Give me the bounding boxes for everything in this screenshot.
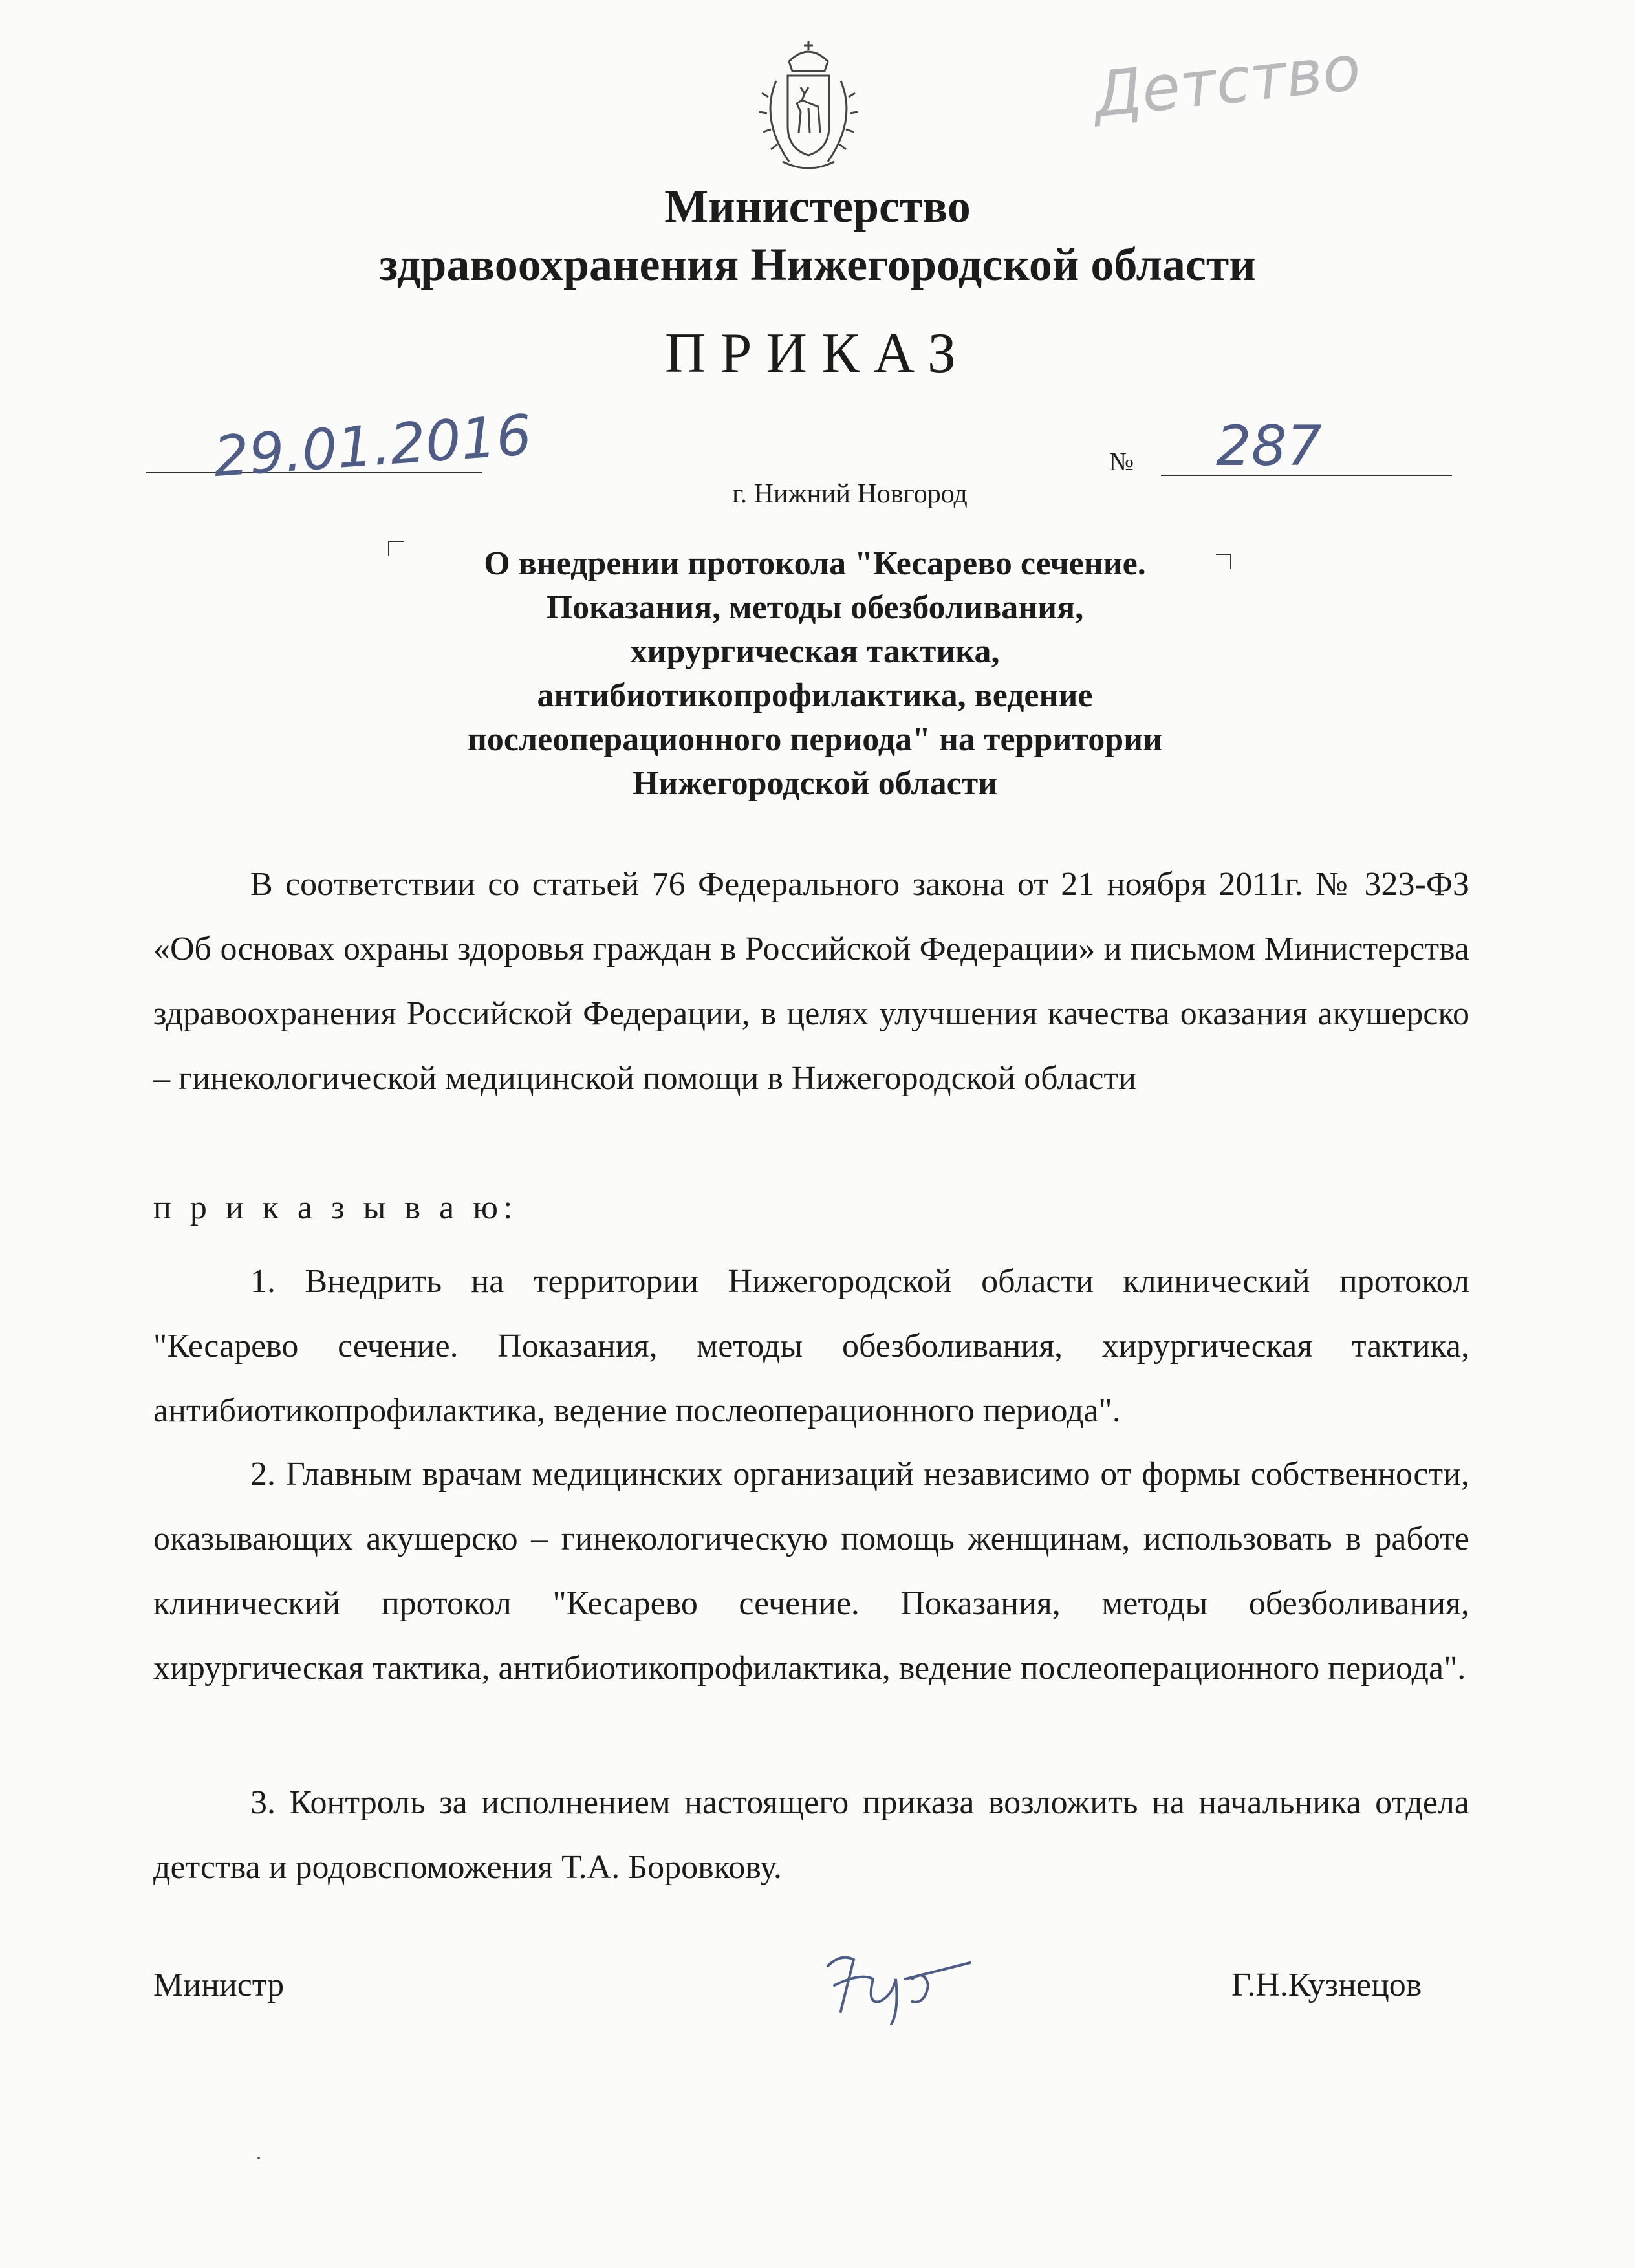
ministry-name-line2: здравоохранения Нижегородской области [379,239,1256,290]
city: г. Нижний Новгород [732,479,968,509]
handwritten-number: 287 [1216,414,1323,479]
handwritten-corner-note: Детство [1090,31,1364,132]
subject-line: антибиотикопрофилактика, ведение [537,677,1093,714]
coat-of-arms-icon [737,36,880,178]
subject-line: О внедрении протокола "Кесарево сечение. [484,545,1146,582]
order-title: ПРИКАЗ [664,322,971,385]
signatory-title: Министр [153,1967,285,2003]
order-item-1: 1. Внедрить на территории Нижегородской области клинический протокол "Кесарево сечение. Показания, методы обезболивания, хирургическая тактика, антибиотикопрофилактика, ведение послеоперационного периода". [153,1263,1469,1429]
signature-icon [815,1940,983,2031]
order-subject [362,542,1268,806]
number-sign: № [1109,447,1134,476]
order-directive: п р и к а з ы в а ю: [153,1189,518,1226]
handwritten-date: 29.01.2016 [211,402,534,490]
subject-line: Нижегородской области [632,765,998,802]
ministry-name-line1: Министерство [664,180,971,232]
signatory-name: Г.Н.Кузнецов [1231,1967,1422,2003]
subject-line: хирургическая тактика, [630,633,1000,670]
order-item-3: 3. Контроль за исполнением настоящего приказа возложить на начальника отдела детства и родовспоможения Т.А. Боровкову. [153,1784,1469,1886]
subject-line: послеоперационного периода" на территории [467,721,1163,758]
order-item-2: 2. Главным врачам медицинских организаций независимо от формы собственности, оказывающих акушерско – гинекологическую помощь женщинам, использовать в работе клинический протокол "Кесарево сечение. Показания, методы обезболивания, хирургическая тактика, антибиотикопрофилактика, ведение послеоперационного периода". [153,1456,1469,1687]
scan-speck [257,2157,260,2159]
subject-line: Показания, методы обезболивания, [546,589,1084,626]
intro-paragraph: В соответствии со статьей 76 Федерального закона от 21 ноября 2011г. № 323-ФЗ «Об основах охраны здоровья граждан в Российской Федерации» и письмом Министерства здравоохранения Российской Федерации, в целях улучшения качества оказания акушерско – гинекологической медицинской помощи в Нижегородской области [153,866,1469,1097]
